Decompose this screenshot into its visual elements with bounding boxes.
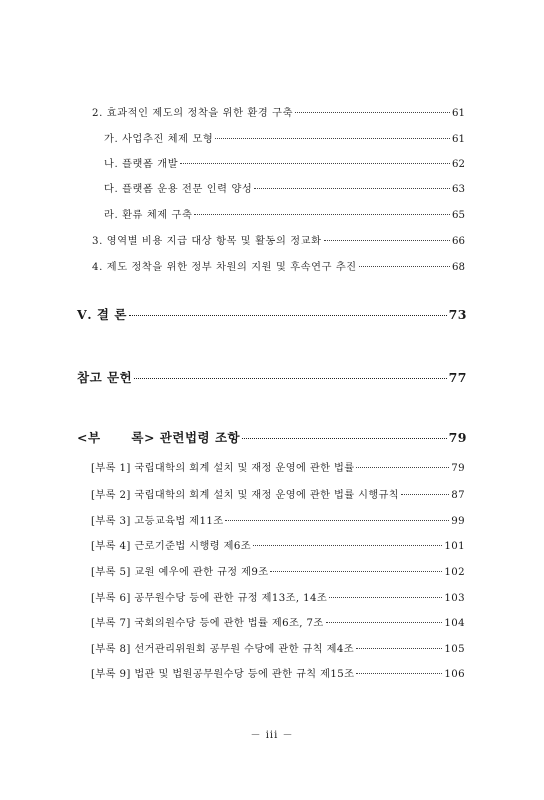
toc-section-conclusion[interactable] — [77, 305, 467, 323]
dot-leader — [359, 266, 450, 267]
dot-leader — [356, 467, 449, 468]
toc-appendix-page: 103 — [444, 593, 465, 604]
toc-item-page: 62 — [452, 159, 465, 170]
toc-appendix-label: [부록 1] 국립대학의 회계 설치 및 재정 운영에 관한 법률 — [91, 463, 355, 474]
toc-item-2-na[interactable] — [104, 155, 465, 170]
toc-appendix-1[interactable] — [91, 459, 465, 474]
dot-leader — [326, 622, 443, 623]
toc-section-appendix[interactable] — [77, 428, 467, 446]
dot-leader — [329, 597, 442, 598]
toc-appendix-label: [부록 4] 근로기준법 시행령 제6조 — [91, 541, 251, 552]
toc-appendix-label: [부록 6] 공무원수당 등에 관한 규정 제13조, 14조 — [91, 593, 328, 604]
toc-appendix-page: 101 — [444, 541, 465, 552]
toc-appendix-label: [부록 9] 법관 및 법원공무원수당 등에 관한 규칙 제15조 — [91, 669, 355, 680]
toc-item-page: 61 — [452, 134, 465, 145]
toc-item-4[interactable] — [92, 258, 465, 273]
toc-item-label: 라. 환류 체제 구축 — [104, 210, 193, 221]
toc-appendix-label: [부록 2] 국립대학의 회계 설치 및 재정 운영에 관한 법률 시행규칙 — [91, 490, 400, 501]
dot-leader — [242, 438, 446, 439]
dot-leader — [180, 163, 450, 164]
toc-item-2-ra[interactable] — [104, 206, 465, 221]
toc-item-page: 66 — [452, 236, 465, 247]
toc-item-2-environment[interactable] — [92, 104, 465, 119]
dot-leader — [324, 240, 450, 241]
toc-appendix-7[interactable] — [91, 614, 465, 629]
dot-leader — [254, 188, 450, 189]
toc-item-page: 65 — [452, 210, 465, 221]
toc-appendix-2[interactable] — [91, 486, 465, 501]
dot-leader — [129, 315, 447, 316]
toc-item-2-da[interactable] — [104, 180, 465, 195]
toc-appendix-page: 87 — [451, 490, 465, 501]
toc-section-label: 참고 문헌 — [77, 370, 133, 385]
toc-appendix-page: 105 — [444, 644, 465, 655]
toc-item-page: 68 — [452, 262, 465, 273]
toc-appendix-8[interactable] — [91, 640, 465, 655]
toc-appendix-label: [부록 3] 고등교육법 제11조 — [91, 516, 224, 527]
toc-appendix-4[interactable] — [91, 537, 465, 552]
toc-item-label: 다. 플랫폼 운용 전문 인력 양성 — [104, 184, 253, 195]
toc-appendix-6[interactable] — [91, 589, 465, 604]
dot-leader — [215, 138, 450, 139]
toc-section-label: Ⅴ. 결 론 — [77, 307, 127, 322]
dot-leader — [356, 673, 442, 674]
toc-appendix-label: [부록 8] 선거관리위원회 공무원 수당에 관한 규칙 제4조 — [91, 644, 355, 655]
toc-appendix-page: 79 — [451, 463, 465, 474]
toc-appendix-label: [부록 5] 교원 예우에 관한 규정 제9조 — [91, 567, 269, 578]
dot-leader — [225, 520, 449, 521]
toc-item-page: 63 — [452, 184, 465, 195]
toc-item-label: 3. 영역별 비용 지급 대상 항목 및 활동의 정교화 — [92, 236, 322, 247]
toc-section-label: <부 록> 관련법령 조항 — [77, 430, 241, 445]
toc-appendix-9[interactable] — [91, 665, 465, 680]
toc-appendix-5[interactable] — [91, 563, 465, 578]
dot-leader — [253, 545, 442, 546]
toc-item-label: 가. 사업추진 체제 모형 — [104, 134, 214, 145]
toc-item-page: 61 — [452, 108, 465, 119]
page-number: － iii － — [250, 730, 294, 741]
toc-section-page: 79 — [448, 430, 467, 445]
toc-appendix-label: [부록 7] 국회의원수당 등에 관한 법률 제6조, 7조 — [91, 618, 324, 629]
toc-appendix-page: 106 — [444, 669, 465, 680]
dot-leader — [295, 112, 450, 113]
dot-leader — [401, 494, 449, 495]
toc-section-page: 73 — [448, 307, 467, 322]
dot-leader — [356, 648, 442, 649]
toc-appendix-page: 99 — [451, 516, 465, 527]
toc-item-2-ga[interactable] — [104, 130, 465, 145]
dot-leader — [270, 571, 442, 572]
dot-leader — [194, 214, 450, 215]
toc-section-page: 77 — [448, 370, 467, 385]
toc-appendix-page: 102 — [444, 567, 465, 578]
toc-item-3[interactable] — [92, 232, 465, 247]
toc-section-references[interactable] — [77, 368, 467, 386]
toc-item-label: 나. 플랫폼 개발 — [104, 159, 179, 170]
toc-item-label: 2. 효과적인 제도의 정착을 위한 환경 구축 — [92, 108, 294, 119]
toc-item-label: 4. 제도 정착을 위한 정부 차원의 지원 및 후속연구 추진 — [92, 262, 357, 273]
toc-appendix-3[interactable] — [91, 512, 465, 527]
dot-leader — [134, 378, 446, 379]
toc-appendix-page: 104 — [444, 618, 465, 629]
